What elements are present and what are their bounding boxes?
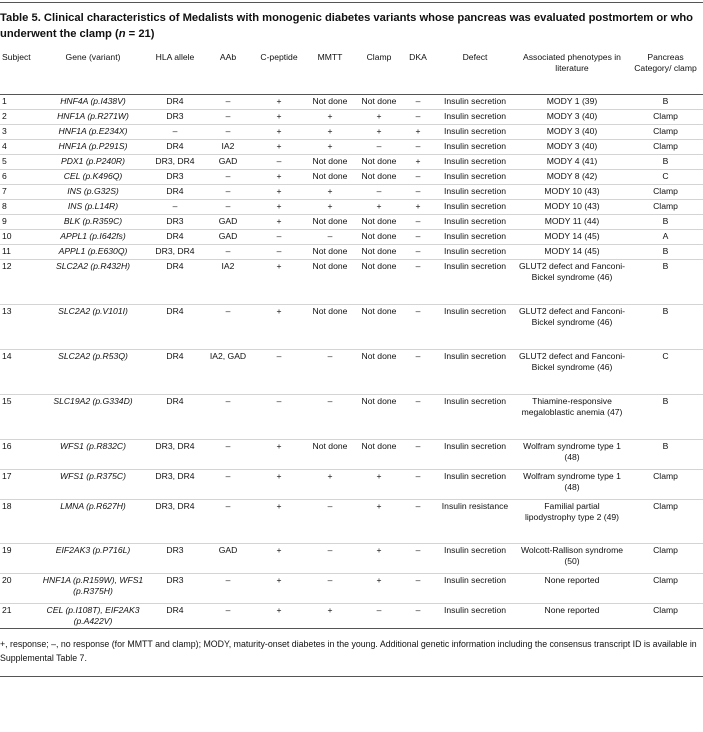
cell-gene: INS (p.G32S) (67, 186, 119, 196)
cell-subject: 18 (2, 501, 12, 511)
cell-clamp: Not done (361, 246, 397, 256)
col-header-defect: Defect (462, 52, 488, 62)
table-title: Table 5. Clinical characteristics of Medalists with monogenic diabetes variants whose pancreas was evaluated postmortem or who underwent the clamp (n = 21) (0, 12, 694, 40)
cell-aab: – (225, 441, 231, 451)
table-footnote: +, response; –, no response (for MMTT and clamp); MODY, maturity-onset diabetes in the young. Additional genetic information including the consensus transcript ID is available in Supplemental Table 7. (0, 639, 697, 663)
cell-pancreas: B (662, 261, 669, 271)
cell-cpeptide: + (276, 261, 282, 271)
cell-defect: Insulin resistance (441, 501, 509, 511)
cell-subject: 11 (2, 246, 11, 256)
cell-clamp: – (376, 605, 382, 615)
cell-aab: – (225, 96, 231, 106)
cell-cpeptide: – (276, 396, 282, 406)
cell-mmtt: + (327, 141, 333, 151)
cell-aab: – (225, 471, 231, 481)
cell-cpeptide: + (276, 216, 282, 226)
cell-dka: + (415, 201, 421, 211)
cell-cpeptide: – (276, 351, 282, 361)
cell-mmtt: Not done (312, 96, 348, 106)
table-row (0, 500, 703, 544)
cell-aab: IA2, GAD (209, 351, 247, 361)
cell-phenotype: MODY 4 (41) (546, 156, 598, 166)
table-row (0, 140, 703, 155)
cell-subject: 10 (2, 231, 12, 241)
cell-pancreas: Clamp (653, 605, 678, 615)
cell-defect: Insulin secretion (443, 231, 507, 241)
table-row (0, 215, 703, 230)
cell-dka: – (415, 96, 421, 106)
cell-hla: DR3 (166, 216, 184, 226)
cell-subject: 19 (2, 545, 12, 555)
cell-mmtt: – (327, 575, 333, 585)
cell-mmtt: – (327, 501, 333, 511)
cell-clamp: Not done (361, 231, 397, 241)
cell-mmtt: Not done (312, 216, 348, 226)
cell-dka: – (415, 396, 421, 406)
cell-defect: Insulin secretion (443, 126, 507, 136)
cell-phenotype: Wolfram syndrome type 1 (48) (523, 441, 621, 462)
cell-mmtt: + (327, 605, 333, 615)
header-row (0, 50, 703, 95)
cell-hla: – (172, 126, 178, 136)
cell-defect: Insulin secretion (443, 246, 507, 256)
cell-pancreas: B (662, 306, 669, 316)
cell-cpeptide: + (276, 186, 282, 196)
cell-mmtt: + (327, 111, 333, 121)
cell-defect: Insulin secretion (443, 111, 507, 121)
cell-hla: DR3, DR4 (155, 471, 195, 481)
cell-hla: DR3, DR4 (155, 156, 195, 166)
cell-cpeptide: + (276, 575, 282, 585)
cell-hla: DR4 (166, 306, 184, 316)
cell-hla: DR4 (166, 605, 184, 615)
col-header-pancreas: Pancreas Category/ clamp (634, 52, 697, 73)
cell-clamp: + (376, 471, 382, 481)
cell-pancreas: Clamp (653, 201, 678, 211)
cell-cpeptide: + (276, 441, 282, 451)
cell-subject: 3 (2, 126, 7, 136)
clinical-characteristics-table (0, 50, 703, 633)
cell-mmtt: – (327, 231, 333, 241)
cell-aab: – (225, 306, 231, 316)
top-rule (0, 2, 703, 3)
cell-pancreas: B (662, 441, 669, 451)
cell-clamp: + (376, 126, 382, 136)
cell-defect: Insulin secretion (443, 186, 507, 196)
table-row (0, 230, 703, 245)
col-header-gene: Gene (variant) (65, 52, 121, 62)
cell-pancreas: B (662, 96, 669, 106)
cell-phenotype: GLUT2 defect and Fanconi-Bickel syndrome (46) (518, 351, 626, 372)
cell-gene: HNF4A (p.I438V) (60, 96, 126, 106)
cell-hla: DR4 (166, 141, 184, 151)
cell-dka: – (415, 545, 421, 555)
cell-dka: – (415, 171, 421, 181)
cell-clamp: Not done (361, 306, 397, 316)
cell-defect: Insulin secretion (443, 545, 507, 555)
cell-aab: – (225, 246, 231, 256)
cell-aab: – (225, 575, 231, 585)
table-row (0, 544, 703, 574)
cell-hla: DR3 (166, 575, 184, 585)
cell-dka: – (415, 111, 421, 121)
cell-gene: APPL1 (p.E630Q) (58, 246, 128, 256)
cell-clamp: Not done (361, 441, 397, 451)
cell-aab: GAD (218, 231, 238, 241)
cell-subject: 14 (2, 351, 12, 361)
cell-phenotype: MODY 3 (40) (546, 111, 598, 121)
cell-dka: – (415, 306, 421, 316)
table-row (0, 440, 703, 470)
cell-gene: SLC19A2 (p.G334D) (53, 396, 133, 406)
cell-gene: CEL (p.K496Q) (63, 171, 123, 181)
cell-subject: 12 (2, 261, 12, 271)
cell-clamp: Not done (361, 261, 397, 271)
cell-mmtt: – (327, 545, 333, 555)
col-header-clamp: Clamp (366, 52, 392, 62)
col-header-aab: AAb (219, 52, 237, 62)
cell-aab: – (225, 186, 231, 196)
cell-subject: 2 (2, 111, 7, 121)
cell-hla: – (172, 201, 178, 211)
table-row (0, 200, 703, 215)
cell-dka: – (415, 246, 421, 256)
cell-dka: – (415, 231, 421, 241)
cell-gene: HNF1A (p.R271W) (57, 111, 129, 121)
cell-defect: Insulin secretion (443, 351, 507, 361)
cell-phenotype: MODY 10 (43) (544, 201, 600, 211)
cell-dka: – (415, 261, 421, 271)
table-row (0, 305, 703, 350)
cell-hla: DR4 (166, 351, 184, 361)
cell-aab: – (225, 501, 231, 511)
cell-clamp: – (376, 186, 382, 196)
cell-defect: Insulin secretion (443, 156, 507, 166)
cell-cpeptide: + (276, 605, 282, 615)
cell-subject: 8 (2, 201, 7, 211)
cell-gene: HNF1A (p.P291S) (58, 141, 128, 151)
cell-pancreas: A (662, 231, 669, 241)
cell-gene: PDX1 (p.P240R) (60, 156, 125, 166)
cell-dka: – (415, 501, 421, 511)
table-row (0, 170, 703, 185)
cell-cpeptide: – (276, 246, 282, 256)
cell-dka: + (415, 156, 421, 166)
cell-clamp: Not done (361, 156, 397, 166)
table-row (0, 185, 703, 200)
cell-phenotype: MODY 14 (45) (544, 246, 600, 256)
cell-defect: Insulin secretion (443, 471, 507, 481)
cell-hla: DR3 (166, 111, 184, 121)
cell-mmtt: Not done (312, 441, 348, 451)
cell-subject: 16 (2, 441, 12, 451)
cell-dka: – (415, 441, 421, 451)
cell-dka: – (415, 186, 421, 196)
table-row (0, 245, 703, 260)
cell-phenotype: MODY 11 (44) (544, 216, 600, 226)
cell-cpeptide: + (276, 501, 282, 511)
cell-mmtt: – (327, 351, 333, 361)
cell-gene: EIF2AK3 (p.P716L) (55, 545, 131, 555)
cell-mmtt: + (327, 471, 333, 481)
cell-clamp: – (376, 141, 382, 151)
table-row (0, 470, 703, 500)
cell-pancreas: B (662, 246, 669, 256)
table-row (0, 574, 703, 604)
cell-defect: Insulin secretion (443, 171, 507, 181)
col-header-cpeptide: C-peptide (260, 52, 298, 62)
cell-hla: DR3, DR4 (155, 501, 195, 511)
cell-aab: – (225, 171, 231, 181)
cell-phenotype: MODY 10 (43) (544, 186, 600, 196)
cell-cpeptide: + (276, 471, 282, 481)
cell-cpeptide: – (276, 156, 282, 166)
cell-defect: Insulin secretion (443, 201, 507, 211)
cell-aab: – (225, 111, 231, 121)
col-header-subject: Subject (2, 52, 31, 62)
cell-aab: GAD (218, 156, 238, 166)
cell-dka: – (415, 471, 421, 481)
cell-phenotype: Wolcott-Rallison syndrome (50) (520, 545, 624, 566)
table-row (0, 350, 703, 395)
cell-subject: 7 (2, 186, 7, 196)
cell-gene: APPL1 (p.I642fs) (60, 231, 126, 241)
cell-hla: DR4 (166, 396, 184, 406)
cell-aab: – (225, 126, 231, 136)
table-row (0, 260, 703, 305)
cell-gene: HNF1A (p.R159W), WFS1 (p.R375H) (42, 575, 144, 596)
cell-hla: DR4 (166, 186, 184, 196)
cell-phenotype: MODY 1 (39) (546, 96, 598, 106)
cell-pancreas: Clamp (653, 575, 678, 585)
cell-aab: GAD (218, 545, 238, 555)
cell-hla: DR4 (166, 261, 184, 271)
cell-subject: 17 (2, 471, 12, 481)
cell-defect: Insulin secretion (443, 141, 507, 151)
cell-phenotype: None reported (544, 605, 600, 615)
cell-mmtt: Not done (312, 261, 348, 271)
cell-dka: + (415, 126, 421, 136)
cell-dka: – (415, 575, 421, 585)
cell-subject: 1 (2, 96, 7, 106)
cell-phenotype: GLUT2 defect and Fanconi-Bickel syndrome (46) (518, 261, 626, 282)
table-row (0, 110, 703, 125)
cell-pancreas: Clamp (653, 471, 678, 481)
cell-clamp: + (376, 545, 382, 555)
cell-mmtt: Not done (312, 246, 348, 256)
cell-cpeptide: + (276, 111, 282, 121)
cell-hla: DR4 (166, 231, 184, 241)
cell-gene: SLC2A2 (p.V101I) (58, 306, 128, 316)
cell-defect: Insulin secretion (443, 261, 507, 271)
cell-dka: – (415, 216, 421, 226)
cell-gene: SLC2A2 (p.R432H) (55, 261, 131, 271)
table-row (0, 125, 703, 140)
cell-gene: INS (p.L14R) (67, 201, 119, 211)
cell-phenotype: MODY 14 (45) (544, 231, 600, 241)
cell-clamp: Not done (361, 171, 397, 181)
cell-cpeptide: + (276, 141, 282, 151)
cell-hla: DR3 (166, 545, 184, 555)
cell-cpeptide: + (276, 306, 282, 316)
cell-subject: 20 (2, 575, 12, 585)
cell-cpeptide: + (276, 126, 282, 136)
cell-pancreas: Clamp (653, 126, 678, 136)
cell-pancreas: Clamp (653, 501, 678, 511)
table-row (0, 95, 703, 110)
cell-gene: BLK (p.R359C) (63, 216, 123, 226)
cell-phenotype: MODY 3 (40) (546, 126, 598, 136)
cell-dka: – (415, 351, 421, 361)
cell-pancreas: B (662, 216, 669, 226)
cell-clamp: Not done (361, 351, 397, 361)
cell-defect: Insulin secretion (443, 605, 507, 615)
col-header-hla: HLA allele (155, 52, 195, 62)
cell-gene: CEL (p.I108T), EIF2AK3 (p.A422V) (46, 605, 140, 626)
cell-subject: 6 (2, 171, 7, 181)
cell-mmtt: Not done (312, 306, 348, 316)
cell-pancreas: C (662, 351, 669, 361)
col-header-phenotypes: Associated phenotypes in literature (523, 52, 621, 73)
cell-defect: Insulin secretion (443, 441, 507, 451)
cell-hla: DR3, DR4 (155, 441, 195, 451)
cell-phenotype: MODY 3 (40) (546, 141, 598, 151)
cell-aab: – (225, 201, 231, 211)
cell-dka: – (415, 605, 421, 615)
cell-pancreas: Clamp (653, 545, 678, 555)
cell-clamp: + (376, 111, 382, 121)
cell-mmtt: Not done (312, 156, 348, 166)
cell-pancreas: C (662, 171, 669, 181)
cell-aab: IA2 (221, 141, 235, 151)
cell-defect: Insulin secretion (443, 396, 507, 406)
col-header-dka: DKA (409, 52, 427, 62)
cell-clamp: Not done (361, 396, 397, 406)
cell-aab: – (225, 605, 231, 615)
cell-phenotype: GLUT2 defect and Fanconi-Bickel syndrome (46) (518, 306, 626, 327)
footer-rule (0, 676, 703, 677)
cell-cpeptide: + (276, 96, 282, 106)
table-row (0, 155, 703, 170)
cell-defect: Insulin secretion (443, 575, 507, 585)
cell-subject: 15 (2, 396, 12, 406)
cell-aab: IA2 (221, 261, 235, 271)
cell-gene: HNF1A (p.E234X) (58, 126, 128, 136)
cell-dka: – (415, 141, 421, 151)
cell-mmtt: + (327, 126, 333, 136)
cell-gene: LMNA (p.R627H) (60, 501, 126, 511)
cell-phenotype: MODY 8 (42) (546, 171, 598, 181)
cell-gene: WFS1 (p.R832C) (60, 441, 126, 451)
cell-subject: 21 (2, 605, 12, 615)
cell-phenotype: Wolfram syndrome type 1 (48) (523, 471, 621, 492)
cell-mmtt: – (327, 396, 333, 406)
cell-defect: Insulin secretion (443, 216, 507, 226)
cell-cpeptide: + (276, 545, 282, 555)
cell-phenotype: Familial partial lipodystrophy type 2 (49) (524, 501, 620, 522)
cell-aab: – (225, 396, 231, 406)
cell-clamp: Not done (361, 216, 397, 226)
cell-mmtt: + (327, 201, 333, 211)
cell-clamp: Not done (361, 96, 397, 106)
col-header-mmtt: MMTT (317, 52, 343, 62)
cell-aab: GAD (218, 216, 238, 226)
cell-defect: Insulin secretion (443, 96, 507, 106)
cell-subject: 9 (2, 216, 7, 226)
cell-subject: 13 (2, 306, 12, 316)
cell-pancreas: Clamp (653, 111, 678, 121)
cell-pancreas: Clamp (653, 186, 678, 196)
cell-subject: 5 (2, 156, 7, 166)
cell-cpeptide: + (276, 201, 282, 211)
cell-mmtt: + (327, 186, 333, 196)
cell-subject: 4 (2, 141, 7, 151)
cell-mmtt: Not done (312, 171, 348, 181)
cell-gene: SLC2A2 (p.R53Q) (58, 351, 128, 361)
cell-gene: WFS1 (p.R375C) (60, 471, 126, 481)
cell-hla: DR4 (166, 96, 184, 106)
cell-phenotype: Thiamine-responsive megaloblastic anemia (47) (521, 396, 623, 417)
cell-clamp: + (376, 501, 382, 511)
cell-cpeptide: – (276, 231, 282, 241)
cell-clamp: + (376, 201, 382, 211)
cell-hla: DR3, DR4 (155, 246, 195, 256)
cell-pancreas: B (662, 396, 669, 406)
table-row (0, 395, 703, 440)
cell-clamp: + (376, 575, 382, 585)
cell-cpeptide: + (276, 171, 282, 181)
cell-pancreas: B (662, 156, 669, 166)
cell-hla: DR3 (166, 171, 184, 181)
bottom-rule (0, 628, 703, 629)
cell-phenotype: None reported (544, 575, 600, 585)
cell-pancreas: Clamp (653, 141, 678, 151)
cell-defect: Insulin secretion (443, 306, 507, 316)
